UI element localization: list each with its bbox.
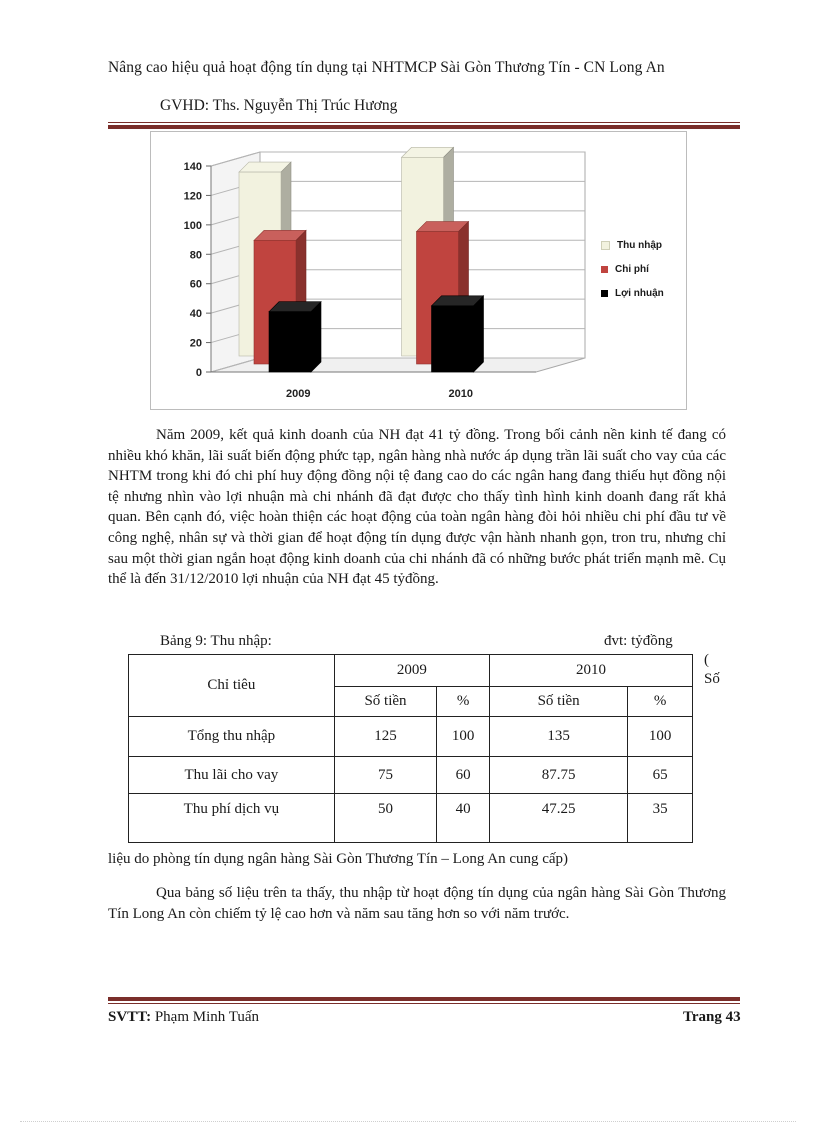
paragraph-text: Qua bảng số liệu trên ta thấy, thu nhập từ hoạt động tín dụng của ngân hàng Sài Gòn Thương Tín Long An còn chiếm tỷ lệ cao hơn và năm sau tăng hơn so với năm trước. xyxy=(108,885,726,922)
page-number: Trang 43 xyxy=(683,1009,741,1025)
row-label: Thu lãi cho vay xyxy=(129,757,335,794)
student-label: SVTT: xyxy=(108,1009,152,1025)
source-note-paren: ( xyxy=(704,652,709,668)
table-cell: 100 xyxy=(437,717,490,757)
legend-swatch xyxy=(601,290,608,297)
table-header-row xyxy=(129,655,693,687)
table-corner-header: Chỉ tiêu xyxy=(129,655,335,717)
table-unit: đvt: tỷđồng xyxy=(604,633,673,649)
subheader-amount: Số tiền xyxy=(334,687,436,717)
x-tick-label: 2010 xyxy=(448,388,473,400)
legend-item-thu-nhap xyxy=(601,239,664,251)
year-header-2010: 2010 xyxy=(489,655,692,687)
table-cell: 125 xyxy=(334,717,436,757)
y-tick-label: 80 xyxy=(189,249,202,262)
legend-item-loi-nhuan xyxy=(601,287,664,299)
y-tick-label: 40 xyxy=(189,308,202,321)
year-header-2009: 2009 xyxy=(334,655,489,687)
subheader-percent: % xyxy=(437,687,490,717)
subheader-percent: % xyxy=(628,687,693,717)
bar-side xyxy=(311,302,321,372)
bar-side xyxy=(474,296,484,372)
x-tick-label: 2009 xyxy=(286,388,311,400)
footer-divider xyxy=(108,997,740,1004)
source-note-word: Số xyxy=(704,671,720,687)
row-label: Tổng thu nhập xyxy=(129,717,335,757)
y-tick-label: 120 xyxy=(183,190,202,203)
table-cell: 75 xyxy=(334,757,436,794)
table-cell: 40 xyxy=(437,794,490,843)
paragraph-business-results xyxy=(108,425,726,590)
legend-label: Lợi nhuận xyxy=(615,287,664,299)
table-cell: 65 xyxy=(628,757,693,794)
legend-label: Thu nhập xyxy=(617,239,662,251)
legend-label: Chi phí xyxy=(615,263,649,275)
table-row xyxy=(129,757,693,794)
chart-legend xyxy=(601,239,664,311)
row-label: Thu phí dịch vụ xyxy=(129,794,335,843)
source-note-start xyxy=(704,651,726,689)
legend-swatch xyxy=(601,266,608,273)
header-divider xyxy=(108,122,740,129)
y-tick-label: 0 xyxy=(195,367,202,379)
income-chart xyxy=(150,131,687,410)
y-tick-label: 20 xyxy=(189,337,202,350)
source-note: liệu do phòng tín dụng ngân hàng Sài Gòn Thương Tín – Long An cung cấp) xyxy=(108,851,569,867)
y-tick-label: 140 xyxy=(183,161,202,173)
page-bottom-border xyxy=(20,1121,796,1122)
paragraph-text: Năm 2009, kết quả kinh doanh của NH đạt 41 tỷ đồng. Trong bối cảnh nền kinh tế đang có nhiều khó khăn, lãi suất biến động phức tạp, ngân hàng nhà nước áp dụng trần lãi suất cho vay của các NHTM trong khi đó chi phí huy động đồng nội tệ đang cao do các ngân hang đang thiếu hụt đồng nội tệ nhưng nhìn vào lợi nhuận mà chi nhánh đã đạt được cho thấy tình hình kinh doanh đang rất khả quan. Bên cạnh đó, việc hoàn thiện các hoạt động của toàn ngân hàng đòi hỏi nhiều chi phí đầu tư về công nghệ, nhân sự và thời gian để hoạt động tín dụng được vận hành nhanh gọn, tron tru, nhưng chỉ sau một thời gian ngắn hoạt động kinh doanh của chi nhánh đã có những bước phát triển mạnh mẽ. Cụ thể là đến 31/12/2010 lợi nhuận của NH đạt 45 tỷđồng. xyxy=(108,427,726,588)
table-cell: 87.75 xyxy=(489,757,627,794)
document-header-title: Nâng cao hiệu quả hoạt động tín dụng tại NHTMCP Sài Gòn Thương Tín - CN Long An xyxy=(108,59,665,76)
y-tick-label: 100 xyxy=(183,219,202,232)
table-row xyxy=(129,717,693,757)
legend-item-chi-phi xyxy=(601,263,664,275)
bar-lợi-nhuận-2009 xyxy=(269,312,311,372)
table-cell: 47.25 xyxy=(489,794,627,843)
legend-swatch xyxy=(601,241,610,250)
table-cell: 50 xyxy=(334,794,436,843)
table-cell: 100 xyxy=(628,717,693,757)
table-cell: 135 xyxy=(489,717,627,757)
y-tick-label: 60 xyxy=(189,278,202,291)
student-name: Phạm Minh Tuấn xyxy=(154,1009,260,1025)
footer-student xyxy=(108,1009,259,1026)
paragraph-table-analysis xyxy=(108,883,726,924)
advisor-line: GVHD: Ths. Nguyễn Thị Trúc Hương xyxy=(160,97,398,114)
table-cell: 60 xyxy=(437,757,490,794)
table-caption: Bảng 9: Thu nhập: xyxy=(160,633,272,649)
subheader-amount: Số tiền xyxy=(489,687,627,717)
bar-lợi-nhuận-2010 xyxy=(432,306,474,372)
table-row xyxy=(129,794,693,843)
table-cell: 35 xyxy=(628,794,693,843)
income-table xyxy=(128,654,693,843)
